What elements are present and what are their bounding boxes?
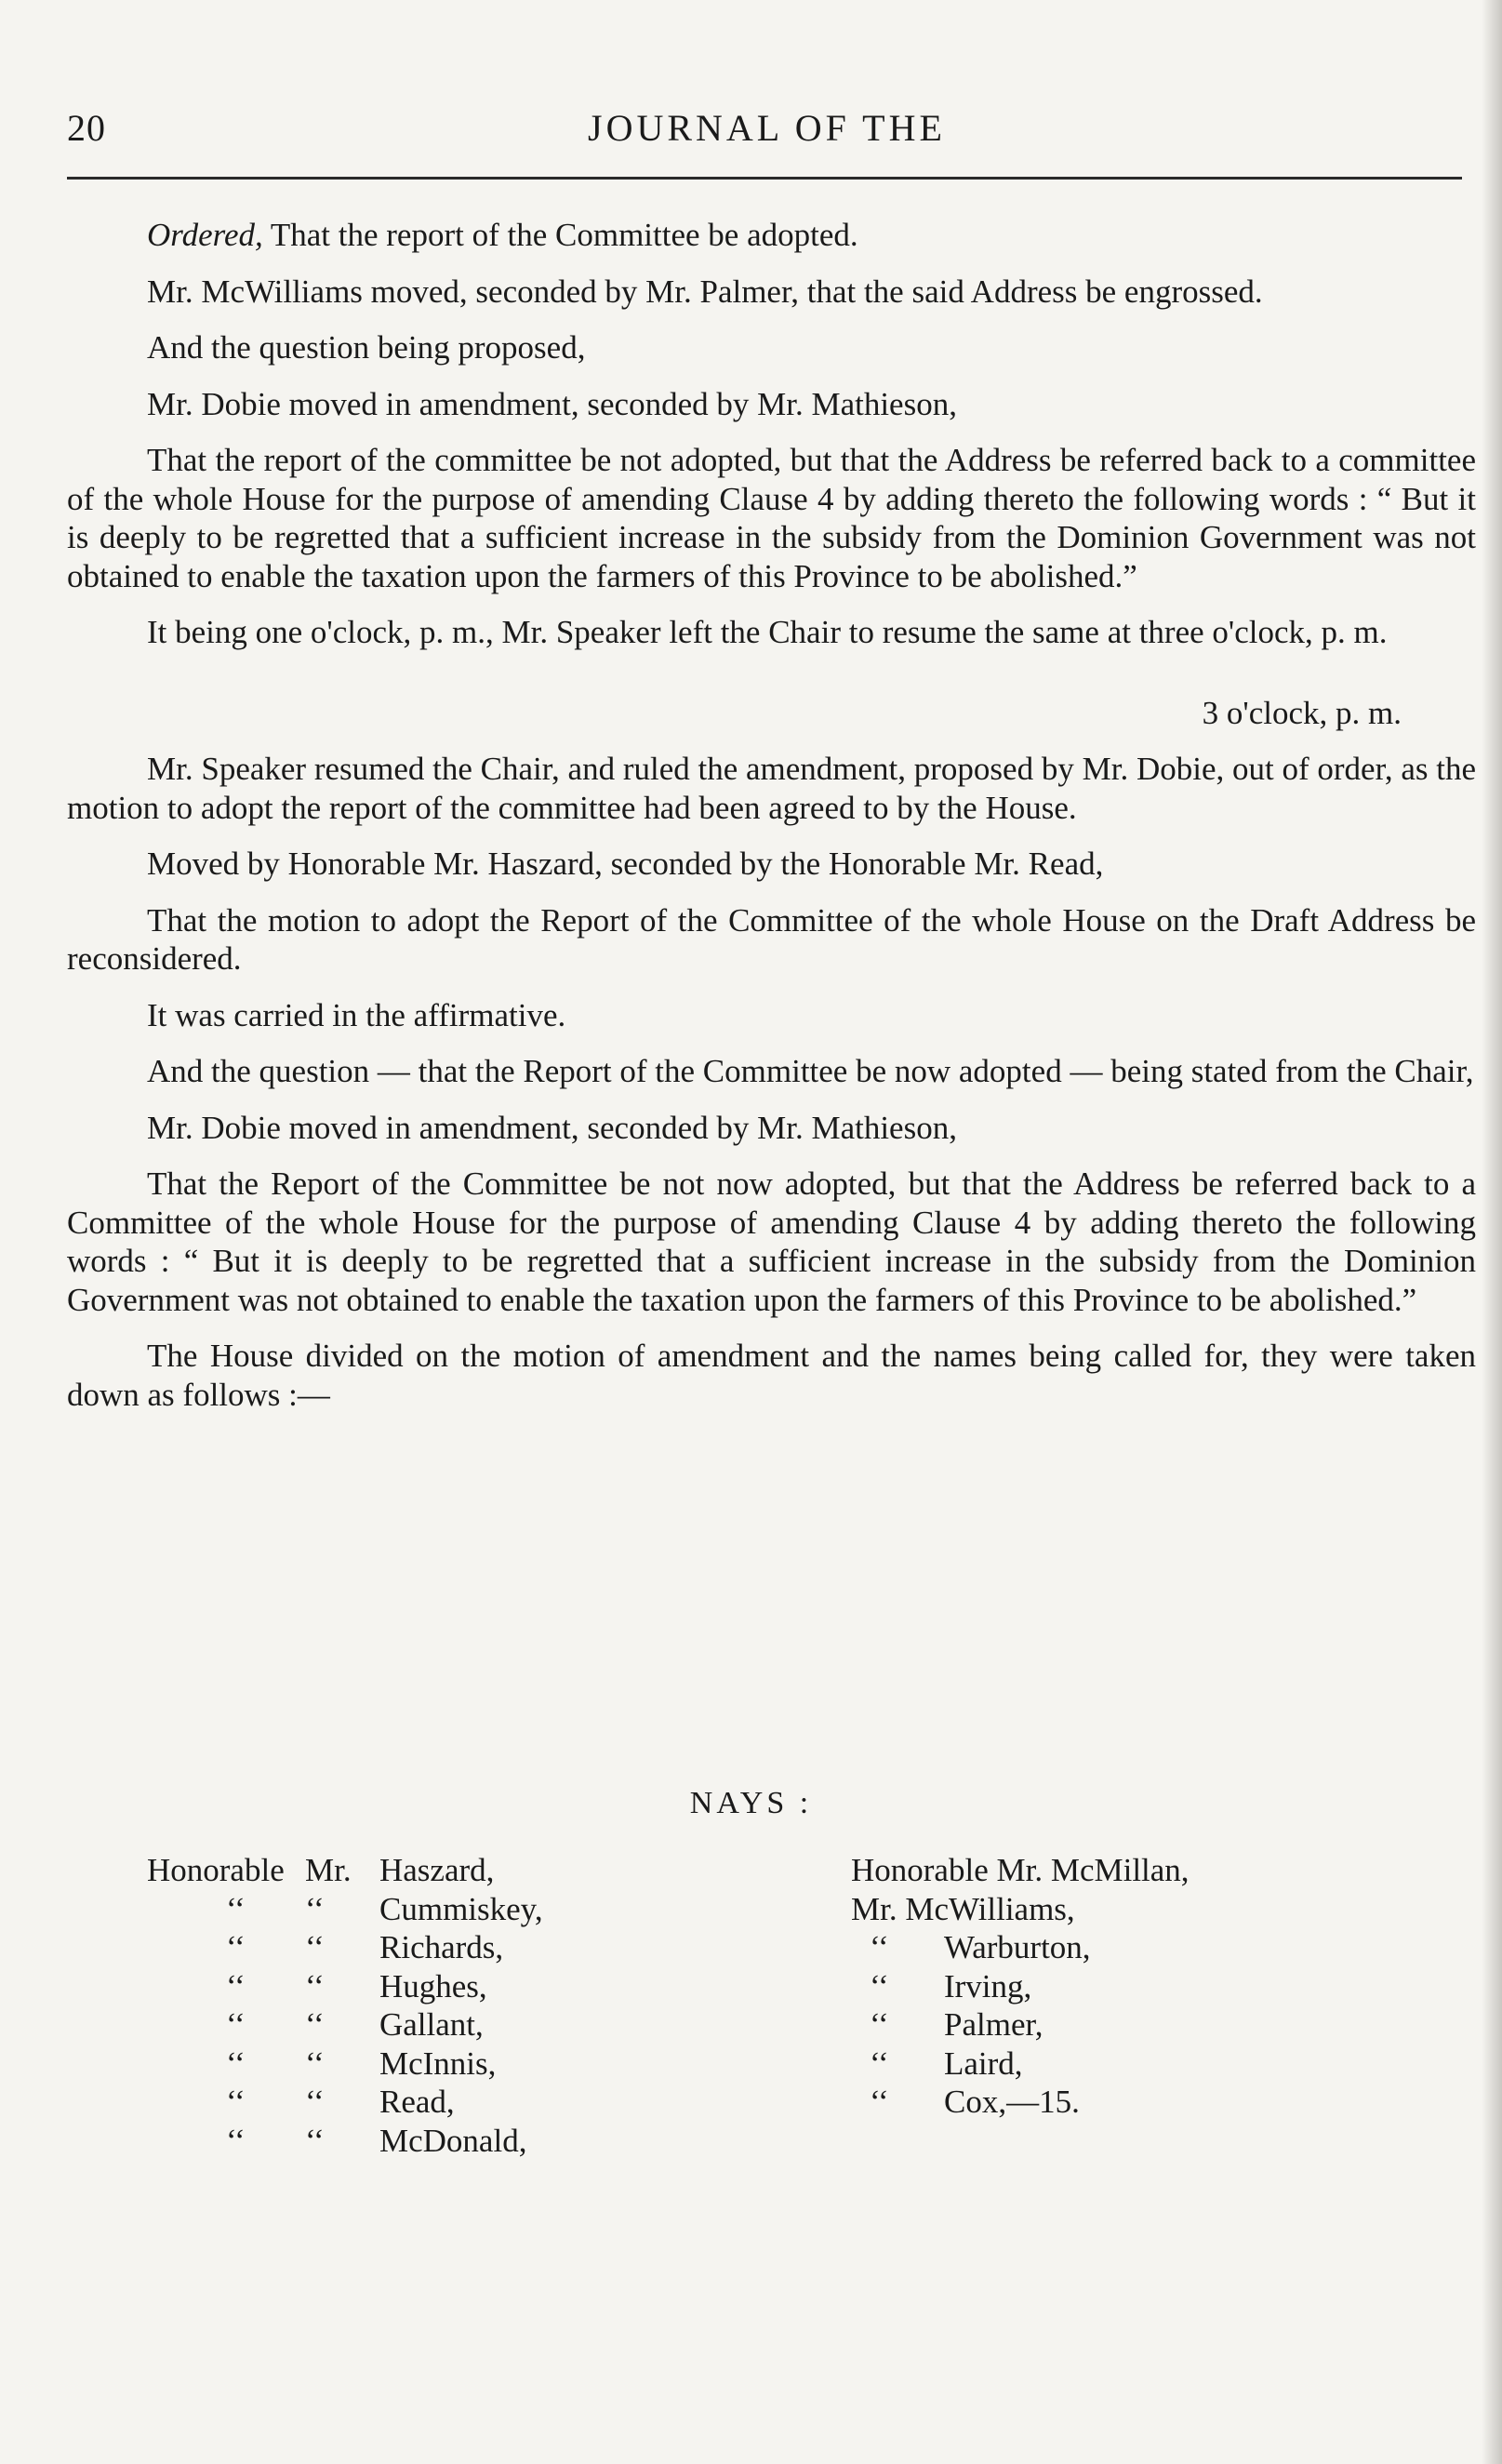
header-rule — [67, 177, 1462, 180]
vote-title: ‘‘ — [226, 1929, 246, 1965]
vote-prefix: ‘‘ — [870, 2044, 889, 2082]
vote-row — [147, 2122, 543, 2161]
vote-row — [147, 2044, 543, 2084]
vote-prefix: Mr. — [305, 1852, 352, 1888]
vote-row — [851, 1967, 1190, 2006]
vote-prefix: ‘‘ — [870, 2084, 889, 2120]
paragraph: That the Report of the Committee be not now adopted, but that the Address be referred back to a Committee of the whole House for the purpose of amending Clause 4 by adding thereto the following words : “ But it is deeply to be regretted that a sufficient increase in the subsidy from the Dominion Government was not obtained to enable the taxation upon the farmers of this Province to be abolished.” — [67, 1165, 1476, 1318]
paragraph: And the question being proposed, — [147, 329, 586, 366]
vote-row — [147, 1890, 543, 1929]
vote-row — [851, 2005, 1190, 2044]
vote-prefix: ‘‘ — [305, 2084, 325, 2120]
vote-name: Cummiskey, — [379, 1890, 543, 1927]
nays-heading: NAYS : — [689, 1786, 813, 1820]
time-stamp: 3 o'clock, p. m. — [1202, 694, 1402, 731]
vote-title: ‘‘ — [226, 1967, 246, 2004]
vote-name: Irving, — [944, 1967, 1032, 2004]
vote-name: Richards, — [379, 1929, 504, 1965]
vote-name: McInnis, — [379, 2044, 497, 2082]
page-number: 20 — [67, 107, 106, 149]
vote-name: McMillan, — [1050, 1852, 1190, 1888]
vote-row — [147, 1851, 543, 1890]
ordered-text: That the report of the Committee be adopted. — [262, 217, 858, 253]
vote-row — [147, 2005, 543, 2044]
vote-title: ‘‘ — [226, 2084, 246, 2120]
paragraph: Mr. McWilliams moved, seconded by Mr. Palmer, that the said Address be engrossed. — [147, 273, 1263, 310]
vote-prefix: ‘‘ — [305, 1967, 325, 2004]
paragraph: Mr. Dobie moved in amendment, seconded by Mr. Mathieson, — [147, 1109, 957, 1146]
vote-prefix: ‘‘ — [305, 2122, 325, 2159]
vote-name: Cox,—15. — [944, 2084, 1080, 2120]
vote-row — [851, 1851, 1190, 1890]
vote-row — [851, 1928, 1190, 1967]
vote-title: Honorable — [147, 1852, 285, 1888]
vote-prefix: ‘‘ — [305, 1890, 325, 1927]
vote-title: ‘‘ — [226, 1890, 246, 1927]
vote-prefix: Mr. — [851, 1890, 897, 1927]
vote-title: ‘‘ — [226, 2006, 246, 2043]
vote-name: Gallant, — [379, 2006, 484, 2043]
vote-name: Laird, — [944, 2044, 1023, 2082]
paragraph: Moved by Honorable Mr. Haszard, seconded by the Honorable Mr. Read, — [147, 846, 1104, 882]
page-edge-shadow — [1482, 0, 1502, 2464]
paragraph: The House divided on the motion of amendment and the names being called for, they were taken down as follows :— — [67, 1338, 1476, 1413]
running-head: JOURNAL OF THE — [588, 107, 946, 149]
vote-row — [851, 2044, 1190, 2084]
vote-row — [147, 1967, 543, 2006]
vote-title: ‘‘ — [226, 2044, 246, 2082]
vote-row — [147, 2083, 543, 2122]
paragraph-ordered — [67, 216, 1476, 255]
vote-prefix: ‘‘ — [305, 2006, 325, 2043]
vote-prefix: ‘‘ — [870, 1967, 889, 2004]
paragraph: It was carried in the affirmative. — [147, 996, 566, 1033]
nays-right-column — [851, 1851, 1190, 2122]
vote-name: McWilliams, — [905, 1890, 1075, 1927]
vote-name: Hughes, — [379, 1967, 487, 2004]
journal-body — [67, 216, 1476, 1432]
vote-prefix: ‘‘ — [305, 2044, 325, 2082]
paragraph: Mr. Dobie moved in amendment, seconded by Mr. Mathieson, — [147, 385, 957, 422]
vote-name: Read, — [379, 2084, 455, 2120]
vote-name: Haszard, — [379, 1852, 495, 1888]
vote-row — [851, 2083, 1190, 2122]
vote-title: ‘‘ — [226, 2122, 246, 2159]
paragraph: That the report of the committee be not adopted, but that the Address be referred back to a committee of the whole House for the purpose of amending Clause 4 by adding thereto the following words : “ But it is deeply to be regretted that a sufficient increase in the subsidy from the Dominion Government was not obtained to enable the taxation upon the farmers of this Province to be abolished.” — [67, 442, 1476, 594]
ordered-label: Ordered, — [147, 217, 263, 253]
vote-prefix: Honorable Mr. — [851, 1852, 1043, 1888]
nays-left-column — [147, 1851, 543, 2160]
vote-name: Warburton, — [944, 1929, 1091, 1965]
vote-name: McDonald, — [379, 2122, 527, 2159]
paragraph: That the motion to adopt the Report of the Committee of the whole House on the Draft Address be reconsidered. — [67, 901, 1476, 977]
paragraph: It being one o'clock, p. m., Mr. Speaker left the Chair to resume the same at three o'clock, p. m. — [147, 614, 1388, 650]
vote-prefix: ‘‘ — [870, 2006, 889, 2043]
paragraph: And the question — that the Report of the Committee be now adopted — being stated from the Chair, — [147, 1053, 1474, 1089]
vote-prefix: ‘‘ — [870, 1929, 889, 1965]
vote-row — [851, 1890, 1190, 1929]
paragraph: Mr. Speaker resumed the Chair, and ruled the amendment, proposed by Mr. Dobie, out of order, as the motion to adopt the report of the committee had been agreed to by the House. — [67, 751, 1476, 826]
vote-name: Palmer, — [944, 2006, 1043, 2043]
vote-prefix: ‘‘ — [305, 1929, 325, 1965]
vote-row — [147, 1928, 543, 1967]
page-header — [67, 93, 1462, 158]
